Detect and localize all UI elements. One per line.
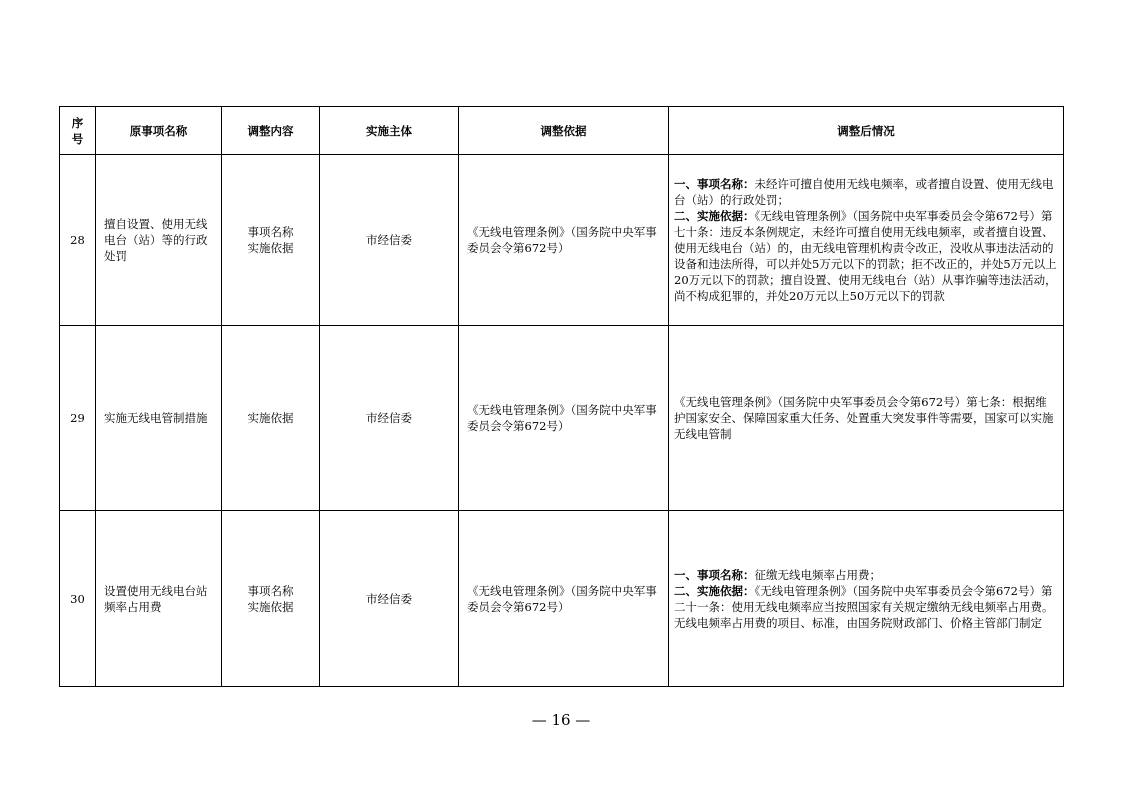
cell-name: 擅自设置、使用无线电台（站）等的行政处罚 — [96, 155, 222, 326]
adjustment-table — [59, 106, 1064, 687]
content-line: 事项名称 — [247, 583, 294, 598]
page-number: — 16 — — [531, 711, 591, 729]
cell-subject: 市经信委 — [320, 511, 459, 687]
cell-name: 实施无线电管制措施 — [96, 326, 222, 511]
cell-name: 设置使用无线电台站频率占用费 — [96, 511, 222, 687]
content-line: 实施依据 — [247, 411, 294, 425]
result-label: 一、事项名称： — [674, 567, 755, 582]
content-line: 实施依据 — [247, 241, 294, 255]
result-item-3: 无线电频率占用费的项目、标准，由国务院财政部门、价格主管部门制定 — [674, 615, 1042, 630]
result-text: 未经许可擅自使用无线电频率，或者擅自设置、使用无线电台（站）的行政处罚； — [674, 177, 1054, 207]
result-text: 《无线电管理条例》（国务院中央军事委员会令第672号）第七十条：违反本条例规定，未经许可擅自使用无线电频率，或者擅自设置、使用无线电台（站）的，由无线电管理机构责令改正，没收从事违法活动的设备和违法所得，可以并处5万元以下的罚款；拒不改正的，并处5万元以上20万元以下的罚款；擅自设置、使用无线电台（站）从事诈骗等违法活动，尚不构成犯罪的，并处20万元以上50万元以下的罚款 — [674, 209, 1057, 303]
cell-content — [222, 326, 320, 511]
content-line: 事项名称 — [247, 225, 294, 239]
table-row — [60, 511, 1064, 687]
header-result: 调整后情况 — [669, 107, 1064, 155]
cell-index: 30 — [60, 511, 96, 687]
header-name: 原事项名称 — [96, 107, 222, 155]
cell-basis: 《无线电管理条例》（国务院中央军事委员会令第672号） — [459, 326, 669, 511]
result-item-1 — [674, 567, 1058, 583]
table-header-row — [60, 107, 1064, 155]
result-item-2 — [674, 208, 1058, 304]
result-text: 征缴无线电频率占用费； — [754, 567, 881, 582]
result-text: 《无线电管理条例》（国务院中央军事委员会令第672号）第二十一条：使用无线电频率应当按照国家有关规定缴纳无线电频率占用费。 — [674, 583, 1054, 614]
content-line: 实施依据 — [247, 599, 294, 614]
cell-result — [669, 155, 1064, 326]
header-content: 调整内容 — [222, 107, 320, 155]
result-label: 一、事项名称： — [674, 177, 755, 191]
cell-subject: 市经信委 — [320, 326, 459, 511]
header-index: 序号 — [60, 107, 96, 155]
cell-index: 29 — [60, 326, 96, 511]
cell-basis: 《无线电管理条例》（国务院中央军事委员会令第672号） — [459, 511, 669, 687]
table-row — [60, 326, 1064, 511]
header-basis: 调整依据 — [459, 107, 669, 155]
result-label: 二、实施依据： — [674, 583, 755, 598]
cell-content — [222, 155, 320, 326]
cell-result: 《无线电管理条例》（国务院中央军事委员会令第672号）第七条：根据维护国家安全、保障国家重大任务、处置重大突发事件等需要，国家可以实施无线电管制 — [669, 326, 1064, 511]
result-label: 二、实施依据： — [674, 209, 755, 223]
result-item-1 — [674, 176, 1058, 208]
cell-basis: 《无线电管理条例》（国务院中央军事委员会令第672号） — [459, 155, 669, 326]
header-subject: 实施主体 — [320, 107, 459, 155]
cell-index: 28 — [60, 155, 96, 326]
cell-content — [222, 511, 320, 687]
result-item-2 — [674, 583, 1058, 615]
cell-subject: 市经信委 — [320, 155, 459, 326]
cell-result — [669, 511, 1064, 687]
table-row — [60, 155, 1064, 326]
